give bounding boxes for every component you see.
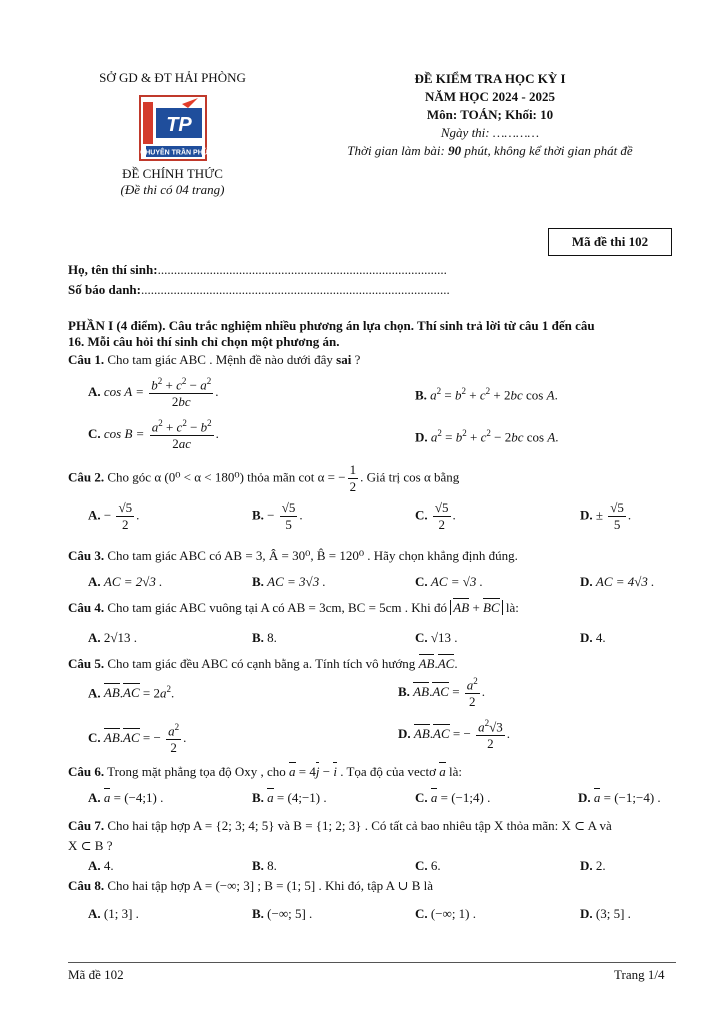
exam-title: ĐỀ KIỂM TRA HỌC KỲ I bbox=[414, 71, 566, 86]
exam-date: Ngày thi: ………… bbox=[440, 125, 540, 140]
q5-option-b[interactable]: B. AB.AC = $\frac{a^2}{2}$ . bbox=[398, 676, 486, 710]
question-2: Câu 2. Cho góc α (0⁰ < α < 180⁰) thỏa mãn cot α = − $\frac{1}{2}$ . Giá trị cos α bằng bbox=[68, 462, 460, 494]
question-8: Câu 8. Cho hai tập hợp A = (−∞; 3] ; B = (1; 5] . Khi đó, tập A ∪ B là bbox=[68, 878, 434, 893]
exam-info bbox=[300, 70, 680, 160]
q6-option-c[interactable]: C. a = (−1;4) . bbox=[415, 790, 491, 805]
question-1: Câu 1. Cho tam giác ABC . Mệnh đề nào dưới đây sai ? bbox=[68, 352, 361, 367]
part1-heading-2: 16. Mỗi câu hỏi thí sinh chỉ chọn một phương án. bbox=[68, 334, 340, 349]
q4-option-a[interactable]: A. 2√13 . bbox=[88, 630, 138, 645]
q5-option-d[interactable]: D. AB.AC = − $\frac{a^2√3}{2}$ . bbox=[398, 718, 510, 752]
q2-option-c[interactable]: C. $\frac{√5}{2}$ . bbox=[415, 500, 456, 532]
subject: Môn: TOÁN; Khối: 10 bbox=[426, 107, 554, 122]
q7-option-d[interactable]: D. 2. bbox=[580, 858, 606, 873]
q1-option-b[interactable]: B. $a^2 = b^2 + c^2 + 2bc$ cos A. bbox=[415, 386, 558, 403]
q1-option-a[interactable]: A. cos A = $\frac{b^2 + c^2 - a^2}{2bc}$ . bbox=[88, 376, 219, 410]
logo-caption: CHUYÊN TRẦN PHÚ bbox=[139, 149, 208, 157]
school-year: NĂM HỌC 2024 - 2025 bbox=[425, 89, 555, 104]
q8-option-a[interactable]: A. (1; 3] . bbox=[88, 906, 139, 921]
q8-option-c[interactable]: C. (−∞; 1) . bbox=[415, 906, 477, 921]
q7-option-a[interactable]: A. 4. bbox=[88, 858, 114, 873]
question-5: Câu 5. Cho tam giác đều ABC có cạnh bằng a. Tính tích vô hướng AB.AC. bbox=[68, 656, 458, 671]
q1-option-d[interactable]: D. $a^2 = b^2 + c^2 - 2bc$ cos A. bbox=[415, 428, 559, 445]
q1-option-c[interactable]: C. cos B = $\frac{a^2 + c^2 - b^2}{2ac}$ . bbox=[88, 418, 219, 452]
department-name: SỞ GD & ĐT HẢI PHÒNG bbox=[99, 70, 246, 85]
q4-option-d[interactable]: D. 4. bbox=[580, 630, 606, 645]
footer-divider bbox=[68, 962, 676, 963]
q7-option-c[interactable]: C. 6. bbox=[415, 858, 441, 873]
q8-option-d[interactable]: D. (3; 5] . bbox=[580, 906, 631, 921]
question-6: Câu 6. Trong mặt phẳng tọa độ Oxy , cho a = 4j − i . Tọa độ của vectơ a là: bbox=[68, 764, 462, 779]
logo-text: TP bbox=[165, 114, 192, 136]
q6-option-a[interactable]: A. a = (−4;1) . bbox=[88, 790, 164, 805]
q5-option-c[interactable]: C. AB.AC = − $\frac{a^2}{2}$ . bbox=[88, 722, 187, 756]
candidate-name-line: Họ, tên thí sinh:......................................................................................... bbox=[68, 262, 447, 277]
question-3: Câu 3. Cho tam giác ABC có AB = 3, Â = 30⁰, B̂ = 120⁰ . Hãy chọn khẳng định đúng. bbox=[68, 548, 518, 563]
candidate-id-line: Số báo danh:............................................................................................... bbox=[68, 282, 450, 297]
question-4: Câu 4. Cho tam giác ABC vuông tại A có AB = 3cm, BC = 5cm . Khi đó AB + BC là: bbox=[68, 600, 519, 615]
q7-option-b[interactable]: B. 8. bbox=[252, 858, 277, 873]
q6-option-b[interactable]: B. a = (4;−1) . bbox=[252, 790, 327, 805]
school-block bbox=[60, 70, 285, 198]
footer-exam-code: Mã đề 102 bbox=[68, 967, 124, 982]
q3-option-a[interactable]: A. AC = 2√3 . bbox=[88, 574, 163, 589]
q6-option-d[interactable]: D. a = (−1;−4) . bbox=[578, 790, 661, 805]
q3-option-c[interactable]: C. AC = √3 . bbox=[415, 574, 483, 589]
q4-option-c[interactable]: C. √13 . bbox=[415, 630, 458, 645]
q8-option-b[interactable]: B. (−∞; 5] . bbox=[252, 906, 313, 921]
exam-code-box: Mã đề thi 102 bbox=[548, 228, 672, 256]
time-limit: Thời gian làm bài: 90 phút, không kể thời gian phát đề bbox=[347, 143, 633, 158]
q3-option-b[interactable]: B. AC = 3√3 . bbox=[252, 574, 326, 589]
q2-option-b[interactable]: B. − $\frac{√5}{5}$ . bbox=[252, 500, 303, 532]
official-label: ĐỀ CHÍNH THỨC bbox=[122, 166, 223, 181]
question-7-cont: X ⊂ B ? bbox=[68, 838, 113, 853]
q5-option-a[interactable]: A. $AB.AC = 2a^2$. bbox=[88, 684, 175, 701]
q4-option-b[interactable]: B. 8. bbox=[252, 630, 277, 645]
footer-page-number: Trang 1/4 bbox=[614, 967, 665, 982]
q2-option-a[interactable]: A. − $\frac{√5}{2}$ . bbox=[88, 500, 140, 532]
q2-option-d[interactable]: D. ± $\frac{√5}{5}$ . bbox=[580, 500, 632, 532]
pages-note: (Đề thi có 04 trang) bbox=[120, 182, 225, 197]
part1-heading: PHẦN I (4 điểm). Câu trắc nghiệm nhiều phương án lựa chọn. Thí sinh trả lời từ câu 1 đến câu bbox=[68, 318, 595, 333]
q3-option-d[interactable]: D. AC = 4√3 . bbox=[580, 574, 655, 589]
school-logo bbox=[138, 94, 208, 162]
question-7: Câu 7. Cho hai tập hợp A = {2; 3; 4; 5} và B = {1; 2; 3} . Có tất cả bao nhiêu tập X thỏa mãn: X ⊂ A và bbox=[68, 818, 612, 833]
